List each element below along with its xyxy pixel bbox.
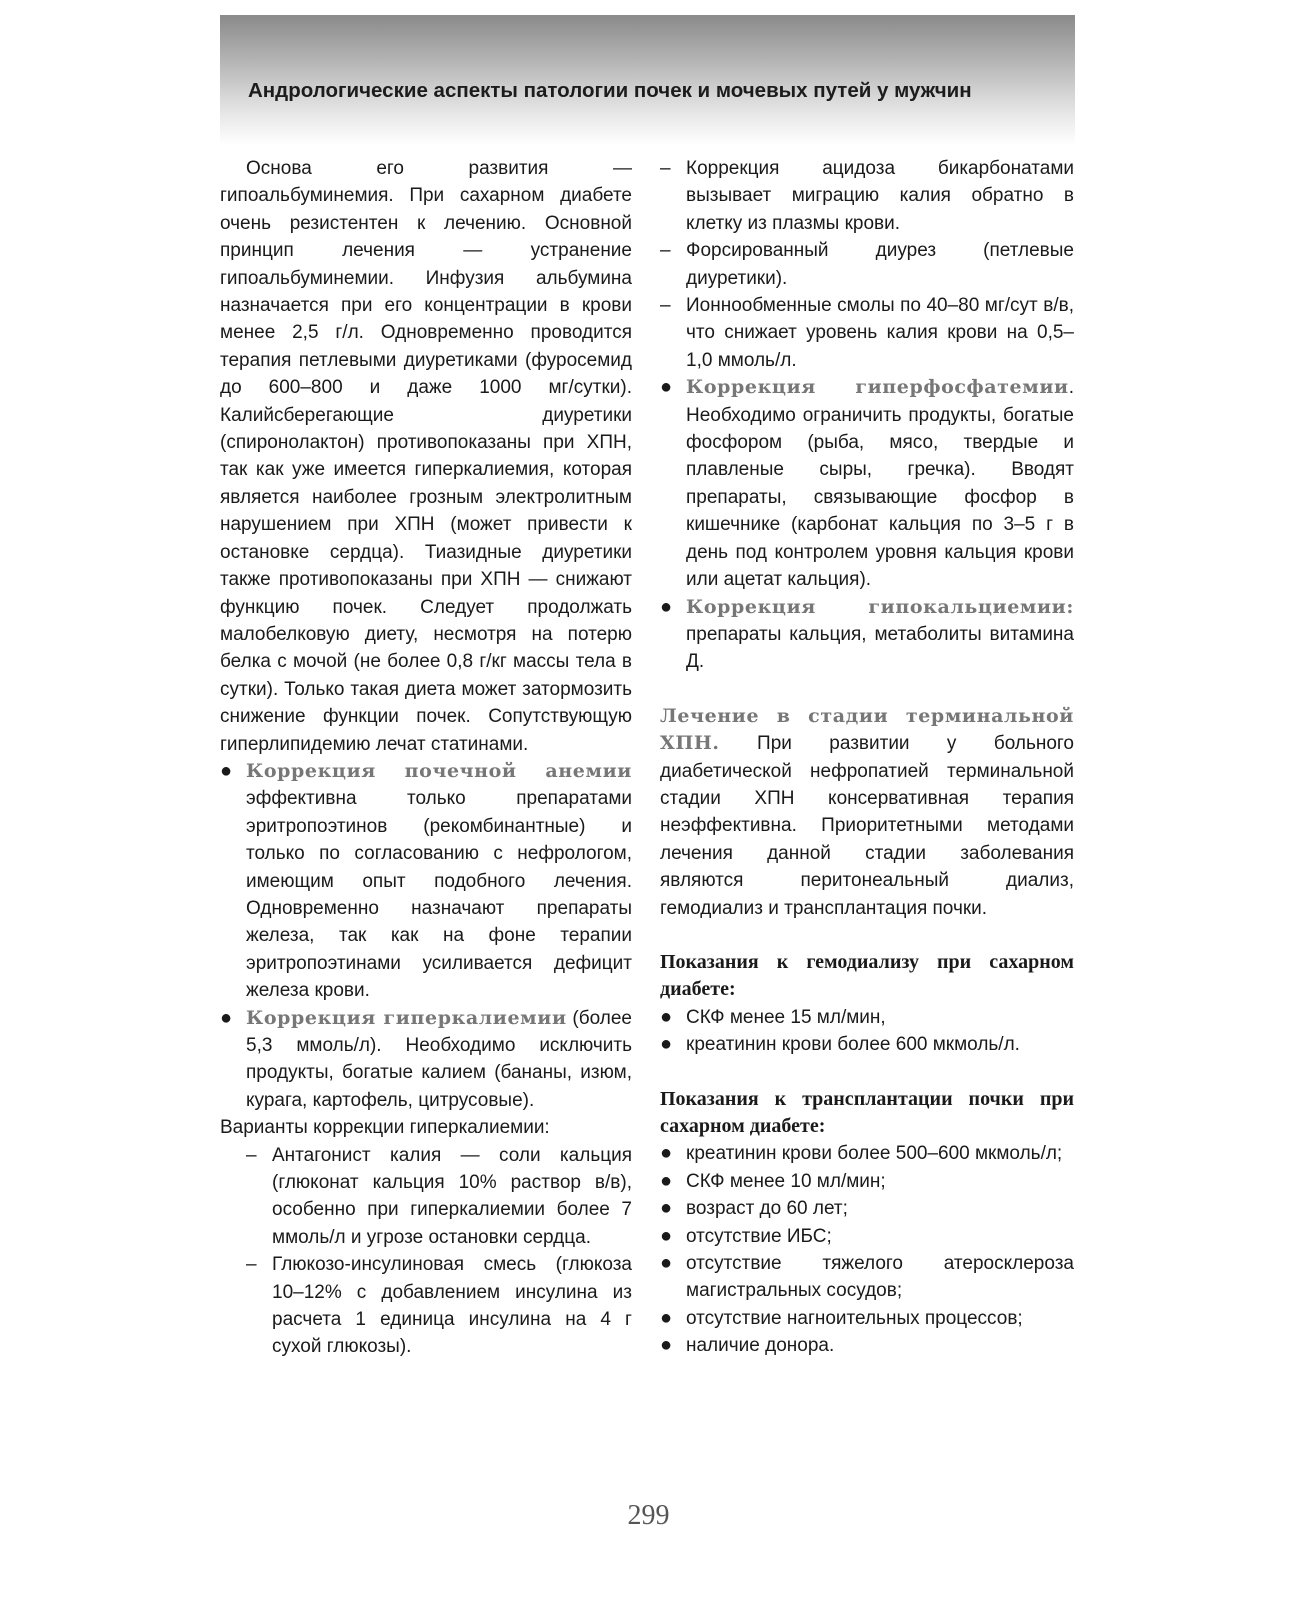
list-item-text: возраст до 60 лет; bbox=[686, 1198, 848, 1220]
list-item bbox=[660, 1031, 1074, 1058]
bullet-dot-icon: ● bbox=[660, 1005, 673, 1028]
hyperkalemia-text: (более 5,3 ммоль/л). Необходимо исключить продукты, богатые калием (бананы, изюм, курага, картофель, цитрусовые). bbox=[246, 1007, 633, 1111]
dash-icon: – bbox=[660, 295, 671, 317]
page-number: 299 bbox=[627, 1500, 670, 1531]
bullet-dot-icon: ● bbox=[660, 376, 673, 399]
transplant-heading: Показания к трансплантации почки при сахарном диабете: bbox=[660, 1087, 1074, 1137]
list-item-text: отсутствие тяжелого атеросклероза магистральных сосудов; bbox=[686, 1253, 1074, 1302]
spacer bbox=[660, 922, 1074, 949]
bullet-dot-icon: ● bbox=[660, 1169, 673, 1192]
terminal-text: При развитии у больного диабетической нефропатией терминальной стадии ХПН консервативная терапия неэффективна. Приоритетными методами лечения данной стадии заболевания являются перитонеальный диализ, гемодиализ и трансплантация почки. bbox=[660, 733, 1074, 919]
bullet-dot-icon: ● bbox=[660, 1334, 673, 1357]
spacer bbox=[660, 676, 1074, 703]
bullet-hyperphosphatemia bbox=[660, 374, 1074, 593]
list-item bbox=[660, 1168, 1074, 1195]
hypocalcemia-text: препараты кальция, метаболиты витамина Д. bbox=[686, 623, 1074, 673]
dash-icon: – bbox=[660, 158, 671, 179]
list-item-text: отсутствие нагноительных процессов; bbox=[686, 1307, 1023, 1329]
hyperkalemia-heading: Коррекция гиперкалиемии bbox=[246, 1006, 567, 1029]
list-item-text: Форсированный диурез (петлевые диуретики). bbox=[686, 240, 1074, 289]
anemia-text: эффективна только препаратами эритропоэтинов (рекомбинантные) и только по согласованию с нефрологом, имеющим опыт подобного лечения. Одновременно назначают препараты железа, так как на фоне терапии эритропоэтинами усиливается дефицит железа крови. bbox=[246, 788, 632, 1002]
bullet-anemia bbox=[220, 758, 632, 1005]
list-item bbox=[660, 292, 1074, 374]
terminal-heading: Лечение в стадии терминальной ХПН. bbox=[660, 704, 1074, 755]
list-item bbox=[660, 1332, 1074, 1359]
list-item bbox=[660, 1140, 1074, 1167]
hyperphosphatemia-heading: Коррекция гиперфосфатемии bbox=[686, 376, 1069, 399]
running-header bbox=[220, 15, 1075, 145]
intro-paragraph: Основа его развития — гипоальбуминемия. При сахарном диабете очень резистентен к лечению. Основной принцип лечения — устранение гипоальбуминемии. Инфузия альбумина назначается при его концентрации в крови менее 2,5 г/л. Одновременно проводится терапия петлевыми диуретиками (фуросемид до 600–800 и даже 1000 мг/сутки). Калийсберегающие диуретики (спиронолактон) противопоказаны при ХПН, так как уже имеется гиперкалиемия, которая является наиболее грозным электролитным нарушением при ХПН (может привести к остановке сердца). Тиазидные диуретики также противопоказаны при ХПН — снижают функцию почек. Следует продолжать малобелковую диету, несмотря на потерю белка с мочой (не более 0,8 г/кг массы тела в сутки). Только такая диета может затормозить снижение функции почек. Сопутствующую гиперлипидемию лечат статинами. bbox=[220, 158, 632, 755]
bullet-dot-icon: ● bbox=[660, 1306, 673, 1329]
list-item bbox=[660, 1223, 1074, 1250]
bullet-dot-icon: ● bbox=[660, 1033, 673, 1056]
list-item-text: СКФ менее 15 мл/мин, bbox=[686, 1006, 886, 1028]
list-item bbox=[660, 1004, 1074, 1031]
list-item bbox=[660, 155, 1074, 237]
hypocalcemia-heading: Коррекция гипокальциемии: bbox=[686, 595, 1074, 618]
header-title: Андрологические аспекты патологии почек и мочевых путей у мужчин bbox=[248, 79, 972, 102]
list-item-text: СКФ менее 10 мл/мин; bbox=[686, 1170, 886, 1192]
list-item-text: отсутствие ИБС; bbox=[686, 1225, 832, 1247]
dash-icon: – bbox=[246, 1254, 257, 1276]
list-item bbox=[660, 1305, 1074, 1332]
list-item bbox=[660, 1250, 1074, 1305]
hyperphosphatemia-text: . Необходимо ограничить продукты, богатые фосфором (рыба, мясо, твердые и плавленые сыры, гречка). Вводят препараты, связывающие фосфор в кишечнике (карбонат кальция по 3–5 г в день под контролем уровня кальция крови или ацетат кальция). bbox=[686, 377, 1074, 591]
bullet-dot-icon: ● bbox=[660, 1142, 673, 1165]
dash-icon: – bbox=[660, 240, 671, 262]
bullet-dot-icon: ● bbox=[660, 1252, 673, 1275]
list-item-text: наличие донора. bbox=[686, 1335, 835, 1357]
list-item-text: креатинин крови более 500–600 мкмоль/л; bbox=[686, 1143, 1063, 1165]
list-item bbox=[660, 237, 1074, 292]
list-item-text: Коррекция ацидоза бикарбонатами вызывает миграцию калия обратно в клетку из плазмы крови. bbox=[686, 158, 1074, 234]
bullet-dot-icon: ● bbox=[220, 759, 233, 782]
bullet-dot-icon: ● bbox=[660, 1197, 673, 1220]
list-item-text: Глюкозо-инсулиновая смесь (глюкоза 10–12% с добавлением инсулина из расчета 1 единица инсулина на 4 г сухой глюкозы). bbox=[272, 1254, 632, 1358]
dash-icon: – bbox=[246, 1144, 257, 1166]
hyperkalemia-variants-list bbox=[246, 1142, 632, 1361]
list-item bbox=[246, 1142, 632, 1252]
terminal-paragraph bbox=[660, 703, 1074, 922]
bullet-dot-icon: ● bbox=[660, 595, 673, 618]
list-item bbox=[246, 1251, 632, 1361]
right-column bbox=[660, 155, 1074, 1360]
bullet-dot-icon: ● bbox=[660, 1224, 673, 1247]
list-item-text: Ионнообменные смолы по 40–80 мг/сут в/в, что снижает уровень калия крови на 0,5–1,0 ммоль/л. bbox=[686, 295, 1074, 371]
list-item-text: Антагонист калия — соли кальция (глюконат кальция 10% раствор в/в), особенно при гиперкалиемии более 7 ммоль/л и угрозе остановки сердца. bbox=[272, 1144, 632, 1248]
left-column bbox=[220, 155, 632, 1361]
anemia-heading: Коррекция почечной анемии bbox=[246, 759, 632, 782]
hyperkalemia-variants-label: Варианты коррекции гиперкалиемии: bbox=[220, 1117, 550, 1139]
list-item-text: креатинин крови более 600 мкмоль/л. bbox=[686, 1034, 1020, 1056]
bullet-hyperkalemia bbox=[220, 1005, 632, 1115]
hemodialysis-heading: Показания к гемодиализу при сахарном диабете: bbox=[660, 950, 1074, 1001]
bullet-dot-icon: ● bbox=[220, 1006, 233, 1029]
bullet-hypocalcemia bbox=[660, 594, 1074, 676]
spacer bbox=[660, 1059, 1074, 1086]
list-item bbox=[660, 1195, 1074, 1222]
